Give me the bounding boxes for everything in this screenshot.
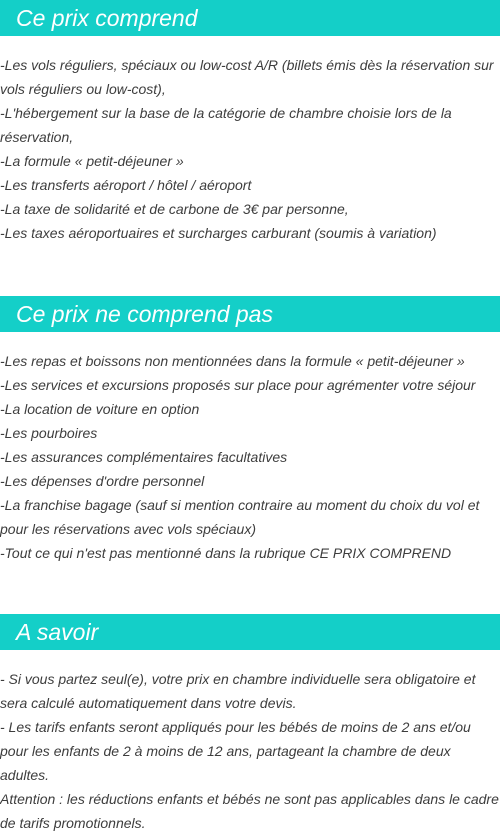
list-item: -L'hébergement sur la base de la catégorie de chambre choisie lors de la réservation, — [0, 105, 452, 145]
included-list — [0, 53, 500, 245]
section-not-included — [0, 296, 500, 565]
good-to-know-list — [0, 667, 500, 835]
section-title-good-to-know: A savoir — [0, 614, 500, 650]
not-included-list — [0, 349, 500, 565]
list-item: -Les assurances complémentaires facultatives — [0, 449, 288, 465]
section-included — [0, 0, 500, 245]
list-item: -La formule « petit-déjeuner » — [0, 153, 184, 169]
list-item: -La location de voiture en option — [0, 401, 200, 417]
list-item: -Les taxes aéroportuaires et surcharges carburant (soumis à variation) — [0, 225, 437, 241]
section-title-not-included: Ce prix ne comprend pas — [0, 296, 500, 332]
list-item: - Si vous partez seul(e), votre prix en chambre individuelle sera obligatoire et sera calculé automatiquement dans votre devis. — [0, 671, 476, 711]
list-item: -Les dépenses d'ordre personnel — [0, 473, 205, 489]
section-title-included: Ce prix comprend — [0, 0, 500, 36]
list-item: -Tout ce qui n'est pas mentionné dans la rubrique CE PRIX COMPREND — [0, 545, 452, 561]
list-item: -Les vols réguliers, spéciaux ou low-cost A/R (billets émis dès la réservation sur vols réguliers ou low-cost), — [0, 57, 494, 97]
list-item: -Les pourboires — [0, 425, 98, 441]
list-item: -Les services et excursions proposés sur place pour agrémenter votre séjour — [0, 377, 476, 393]
list-item: Attention : les réductions enfants et bébés ne sont pas applicables dans le cadre de tarifs promotionnels. — [0, 791, 499, 831]
list-item: -Les repas et boissons non mentionnées dans la formule « petit-déjeuner » — [0, 353, 465, 369]
list-item: - Les tarifs enfants seront appliqués pour les bébés de moins de 2 ans et/ou pour les enfants de 2 à moins de 12 ans, partageant la chambre de deux adultes. — [0, 719, 471, 783]
section-good-to-know — [0, 614, 500, 835]
list-item: -La franchise bagage (sauf si mention contraire au moment du choix du vol et pour les réservations avec vols spéciaux) — [0, 497, 480, 537]
list-item: -La taxe de solidarité et de carbone de 3€ par personne, — [0, 201, 349, 217]
list-item: -Les transferts aéroport / hôtel / aéroport — [0, 177, 252, 193]
